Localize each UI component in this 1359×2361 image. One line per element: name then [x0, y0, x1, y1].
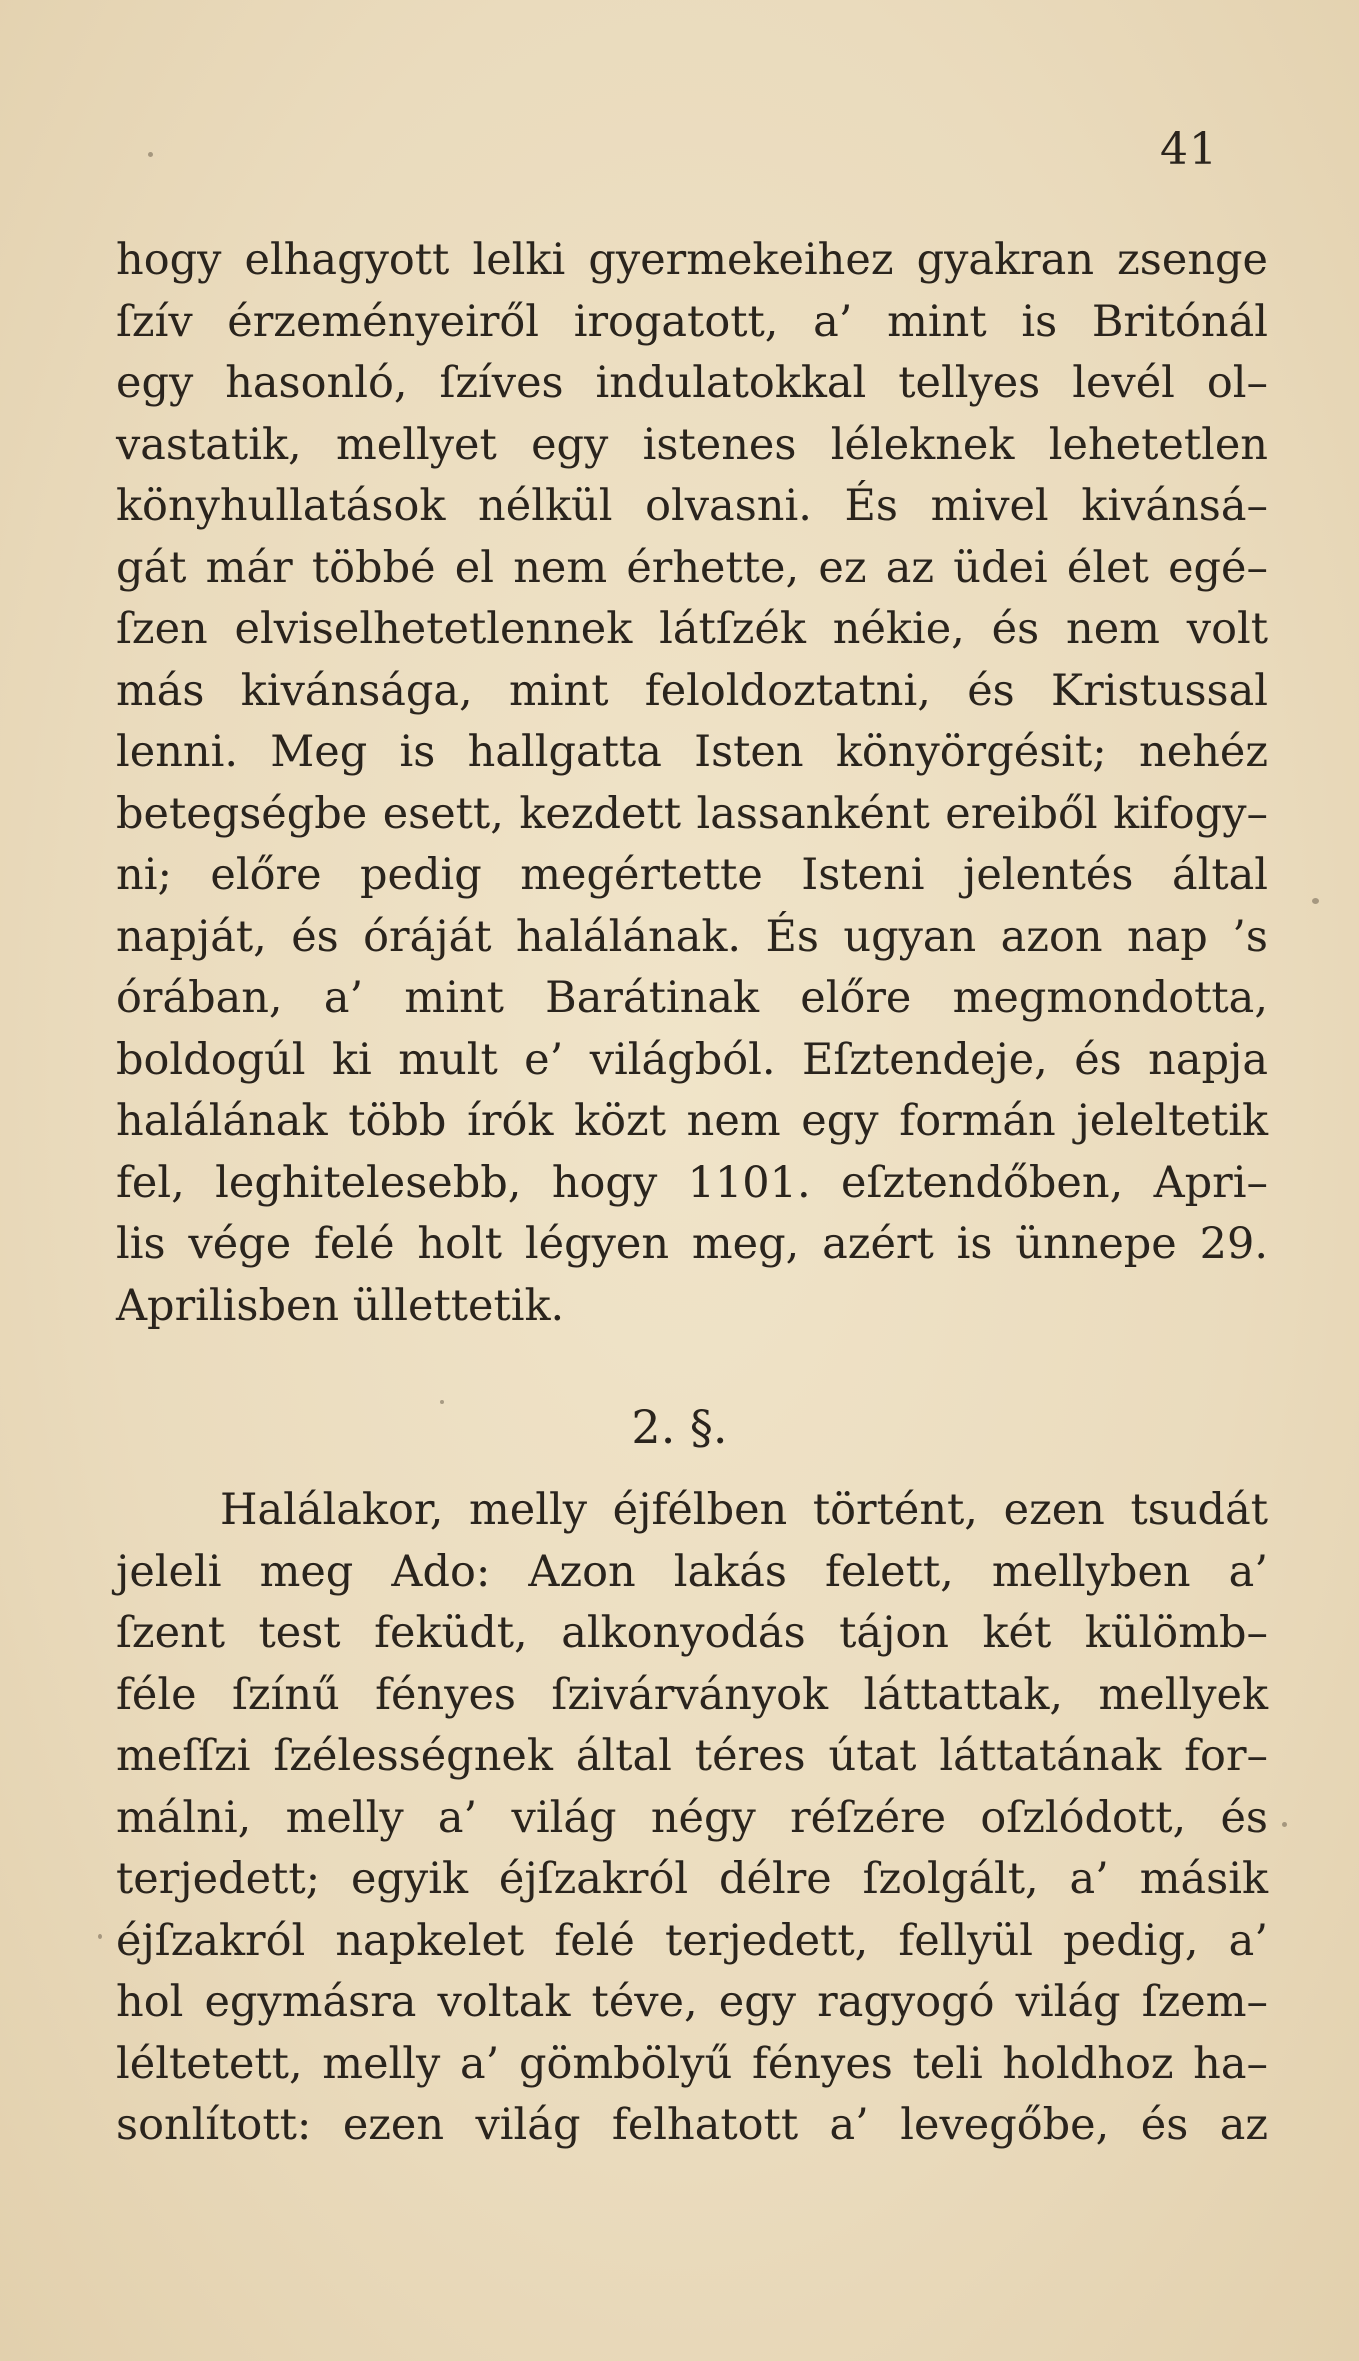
text-line: meſſzi ſzélességnek által téres útat láttatának for– — [116, 1731, 1268, 1781]
text-line: málni, melly a’ világ négy réſzére oſzlódott, és — [116, 1792, 1268, 1843]
text-line: terjedett; egyik éjſzakról délre ſzolgált, a’ másik — [116, 1854, 1268, 1904]
text-line: ſzent test feküdt, alkonyodás tájon két külömb– — [116, 1608, 1268, 1658]
text-line: órában, a’ mint Barátinak előre megmondotta, — [116, 973, 1268, 1023]
paragraph-two — [116, 1480, 1268, 2157]
text-line: napját, és óráját halálának. És ugyan azon nap ’s — [116, 911, 1268, 962]
text-line: lenni. Meg is hallgatta Isten könyörgésit; nehéz — [116, 727, 1268, 777]
paragraph-one — [116, 230, 1268, 1337]
text-line: Aprilisben üllettetik. — [116, 1280, 565, 1331]
paper-speck — [148, 152, 153, 157]
text-line: sonlított: ezen világ felhatott a’ levegőbe, és az — [116, 2100, 1268, 2150]
text-line: féle ſzínű fényes ſzivárványok láttattak, mellyek — [116, 1669, 1268, 1720]
text-line: gát már többé el nem érhette, ez az üdei élet egé– — [116, 542, 1268, 593]
text-line: léltetett, melly a’ gömbölyű fényes teli holdhoz ha– — [116, 2038, 1268, 2089]
text-line: vastatik, mellyet egy istenes léleknek lehetetlen — [116, 419, 1268, 470]
text-line: betegségbe esett, kezdett lassanként ereiből kifogy– — [116, 788, 1268, 839]
text-line: hogy elhagyott lelki gyermekeihez gyakran zsenge — [116, 235, 1268, 285]
text-line: egy hasonló, ſzíves indulatokkal tellyes levél ol– — [116, 358, 1268, 408]
text-line: Halálakor, melly éjfélben történt, ezen tsudát — [220, 1485, 1268, 1535]
page-number: 41 — [1160, 124, 1218, 175]
paper-speck — [98, 1934, 102, 1939]
text-line: ſzív érzeményeiről irogatott, a’ mint is Britónál — [116, 296, 1268, 347]
text-line: fel, leghitelesebb, hogy 1101. eſztendőben, Apri– — [116, 1157, 1268, 1208]
paper-speck — [1282, 1822, 1287, 1827]
text-line: halálának több írók közt nem egy formán jeleltetik — [116, 1096, 1268, 1146]
text-line: más kivánsága, mint feloldoztatni, és Kristussal — [116, 665, 1268, 716]
text-line: ni; előre pedig megértette Isteni jelentés által — [116, 850, 1268, 900]
section-heading: 2. §. — [631, 1400, 728, 1454]
text-line: jeleli meg Ado: Azon lakás felett, mellyben a’ — [116, 1546, 1268, 1597]
text-line: hol egymásra voltak téve, egy ragyogó világ ſzem– — [116, 1977, 1268, 2027]
text-line: könyhullatások nélkül olvasni. És mivel kivánsá– — [116, 481, 1268, 531]
text-line: lis vége felé holt légyen meg, azért is ünnepe 29. — [116, 1219, 1268, 1269]
paper-speck — [440, 1400, 444, 1404]
text-line: ſzen elviselhetetlennek látſzék nékie, és nem volt — [116, 604, 1268, 654]
paper-speck — [1312, 898, 1319, 904]
text-line: éjſzakról napkelet felé terjedett, fellyül pedig, a’ — [116, 1915, 1268, 1966]
text-line: boldogúl ki mult e’ világból. Eſztendeje, és napja — [116, 1034, 1268, 1085]
